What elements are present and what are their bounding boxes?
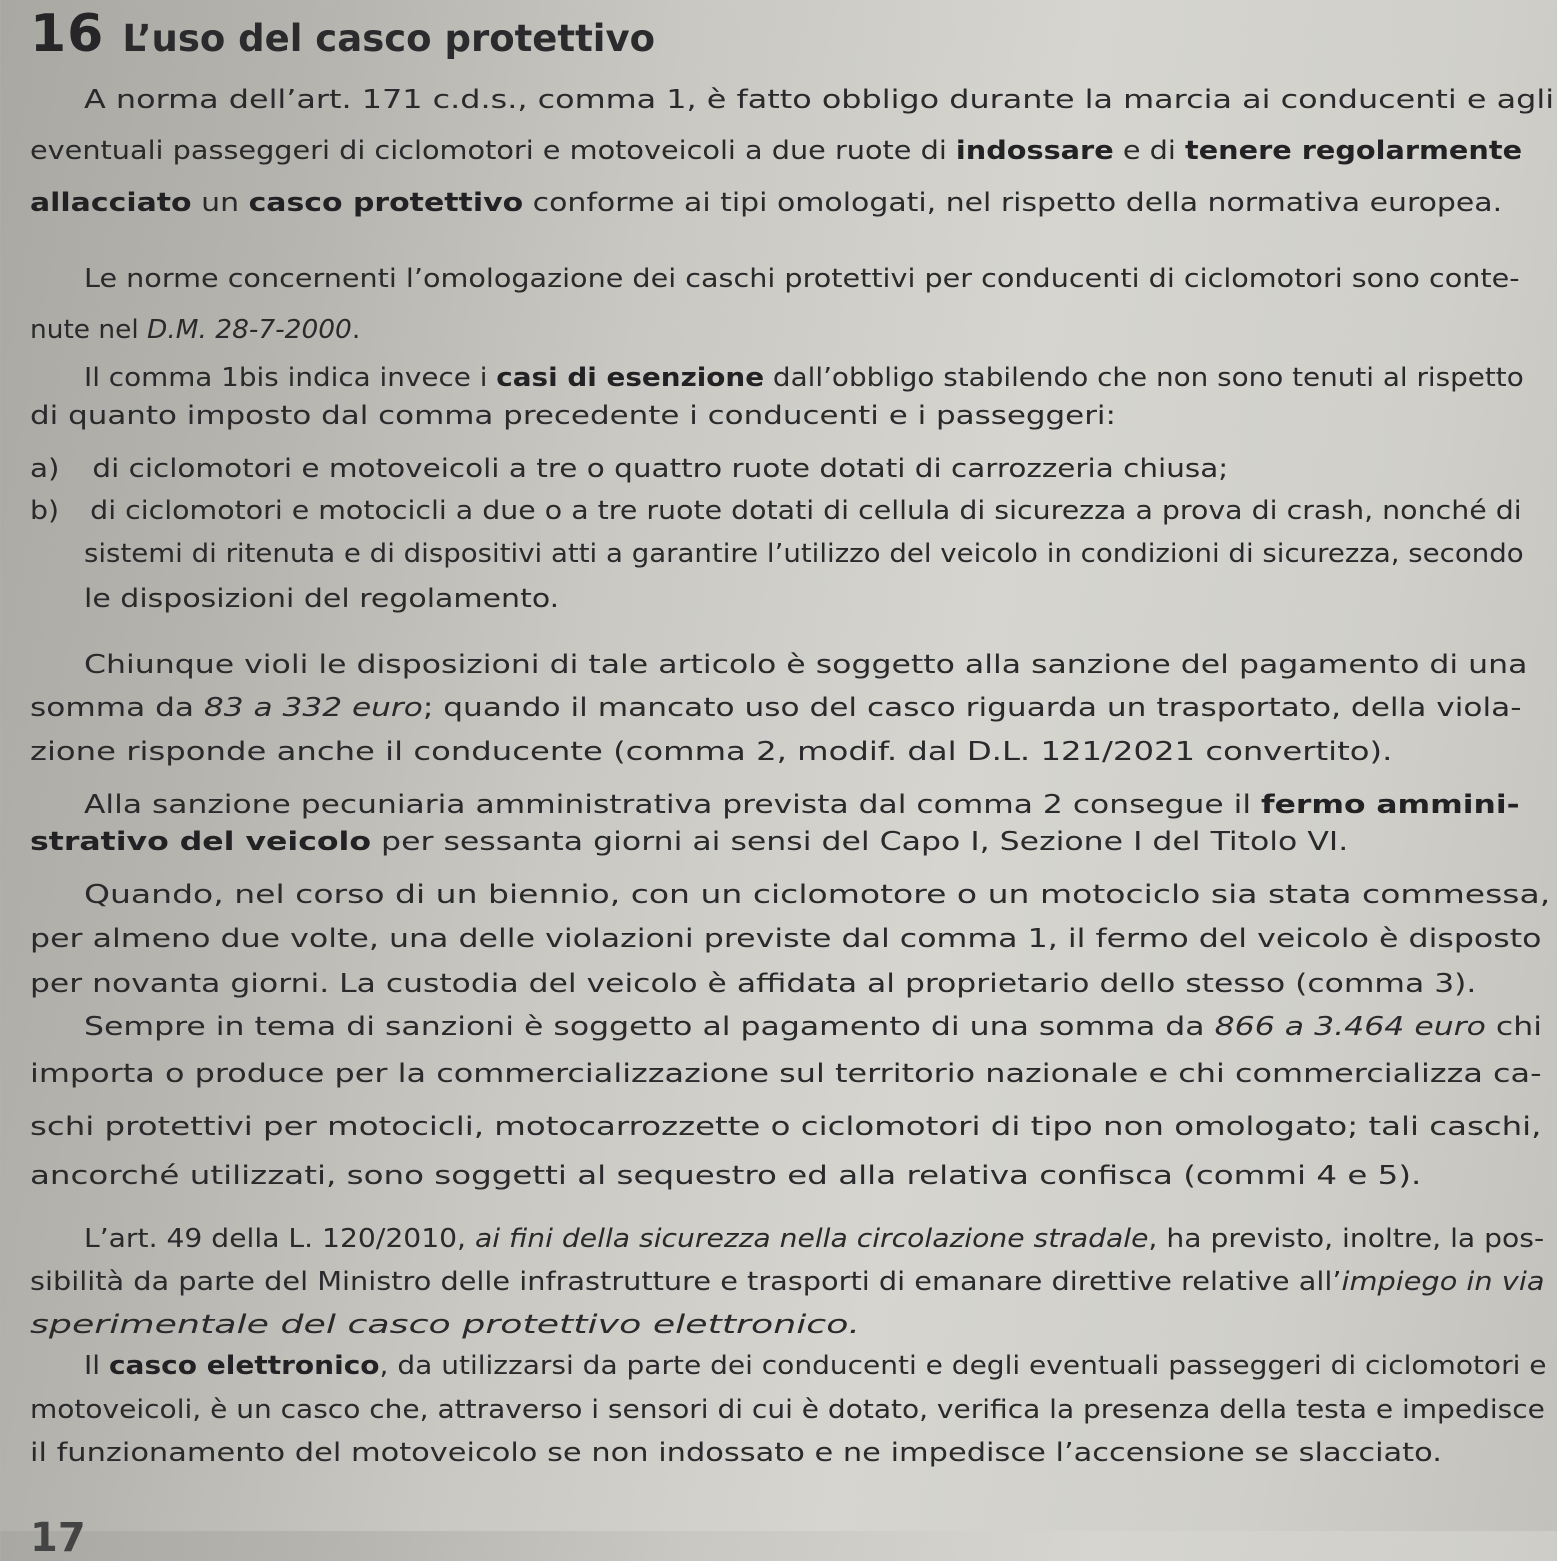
paragraph-8-line-2: sibilità da parte del Ministro delle infrastrutture e trasporti di emanare direttive relative all’impiego in via <box>30 1267 1545 1297</box>
paragraph-2-line-2: nute nel D.M. 28-7-2000. <box>30 315 361 345</box>
paragraph-3-line-1: Il comma 1bis indica invece i casi di esenzione dall’obbligo stabilendo che non sono tenuti al rispetto <box>84 363 1524 393</box>
paragraph-5-line-1: Alla sanzione pecuniaria amministrativa prevista dal comma 2 consegue il fermo ammini- <box>84 790 1520 820</box>
paragraph-5-line-2: strativo del veicolo per sessanta giorni ai sensi del Capo I, Sezione I del Titolo VI. <box>30 827 1349 857</box>
paragraph-8-line-1: L’art. 49 della L. 120/2010, ai fini della sicurezza nella circolazione stradale, ha previsto, inoltre, la pos- <box>84 1224 1545 1254</box>
section-title: L’uso del casco protettivo <box>122 17 655 60</box>
paragraph-8-line-3: sperimentale del casco protettivo elettronico. <box>30 1310 861 1340</box>
paragraph-4-line-3: zione risponde anche il conducente (comma 2, modif. dal D.L. 121/2021 convertito). <box>30 737 1393 767</box>
paragraph-9-line-3: il funzionamento del motoveicolo se non indossato e ne impedisce l’accensione se slacciato. <box>30 1438 1442 1468</box>
paragraph-2-line-1: Le norme concernenti l’omologazione dei caschi protettivi per conducenti di ciclomotori sono conte- <box>84 264 1520 294</box>
list-item-b-line-3: le disposizioni del regolamento. <box>84 584 560 614</box>
section-number: 16 <box>30 4 105 64</box>
list-marker-b: b) <box>30 496 60 526</box>
paragraph-7-line-2: importa o produce per la commercializzazione sul territorio nazionale e chi commercializza ca- <box>30 1059 1542 1089</box>
list-item-b-line-1: b) di ciclomotori e motocicli a due o a tre ruote dotati di cellula di sicurezza a prova di crash, nonché di <box>30 496 1522 526</box>
next-section-number-partial: 17 <box>30 1515 86 1561</box>
paragraph-1-line-2: eventuali passeggeri di ciclomotori e motoveicoli a due ruote di indossare e di tenere regolarmente <box>30 136 1523 166</box>
paragraph-9-line-2: motoveicoli, è un casco che, attraverso i sensori di cui è dotato, verifica la presenza della testa e impedisce <box>30 1395 1545 1425</box>
section-heading <box>30 4 655 64</box>
list-item-b-line-2: sistemi di ritenuta e di dispositivi atti a garantire l’utilizzo del veicolo in condizioni di sicurezza, secondo <box>84 539 1524 569</box>
paragraph-1-line-1: A norma dell’art. 171 c.d.s., comma 1, è fatto obbligo durante la marcia ai conducenti e agli <box>84 85 1555 115</box>
paragraph-6-line-3: per novanta giorni. La custodia del veicolo è affidata al proprietario dello stesso (comma 3). <box>30 969 1477 999</box>
list-item-a: a) di ciclomotori e motoveicoli a tre o quattro ruote dotati di carrozzeria chiusa; <box>30 454 1229 484</box>
paragraph-7-line-4: ancorché utilizzati, sono soggetti al sequestro ed alla relativa confisca (commi 4 e 5). <box>30 1161 1422 1191</box>
paragraph-6-line-1: Quando, nel corso di un biennio, con un ciclomotore o un motociclo sia stata commessa, <box>84 880 1551 910</box>
paragraph-3-line-2: di quanto imposto dal comma precedente i conducenti e i passeggeri: <box>30 401 1116 431</box>
paragraph-4-line-2: somma da 83 a 332 euro; quando il mancato uso del casco riguarda un trasportato, della viola- <box>30 693 1522 723</box>
paragraph-7-line-3: schi protettivi per motocicli, motocarrozzette o ciclomotori di tipo non omologato; tali caschi, <box>30 1112 1542 1142</box>
paragraph-1-line-3: allacciato un casco protettivo conforme ai tipi omologati, nel rispetto della normativa europea. <box>30 188 1503 218</box>
paragraph-4-line-1: Chiunque violi le disposizioni di tale articolo è soggetto alla sanzione del pagamento di una <box>84 650 1528 680</box>
book-page <box>30 0 1555 1561</box>
paragraph-7-line-1: Sempre in tema di sanzioni è soggetto al pagamento di una somma da 866 a 3.464 euro chi <box>84 1012 1542 1042</box>
list-marker-a: a) <box>30 454 60 484</box>
paragraph-9-line-1: Il casco elettronico, da utilizzarsi da parte dei conducenti e degli eventuali passeggeri di ciclomotori e <box>84 1351 1547 1381</box>
paragraph-6-line-2: per almeno due volte, una delle violazioni previste dal comma 1, il fermo del veicolo è disposto <box>30 924 1542 954</box>
